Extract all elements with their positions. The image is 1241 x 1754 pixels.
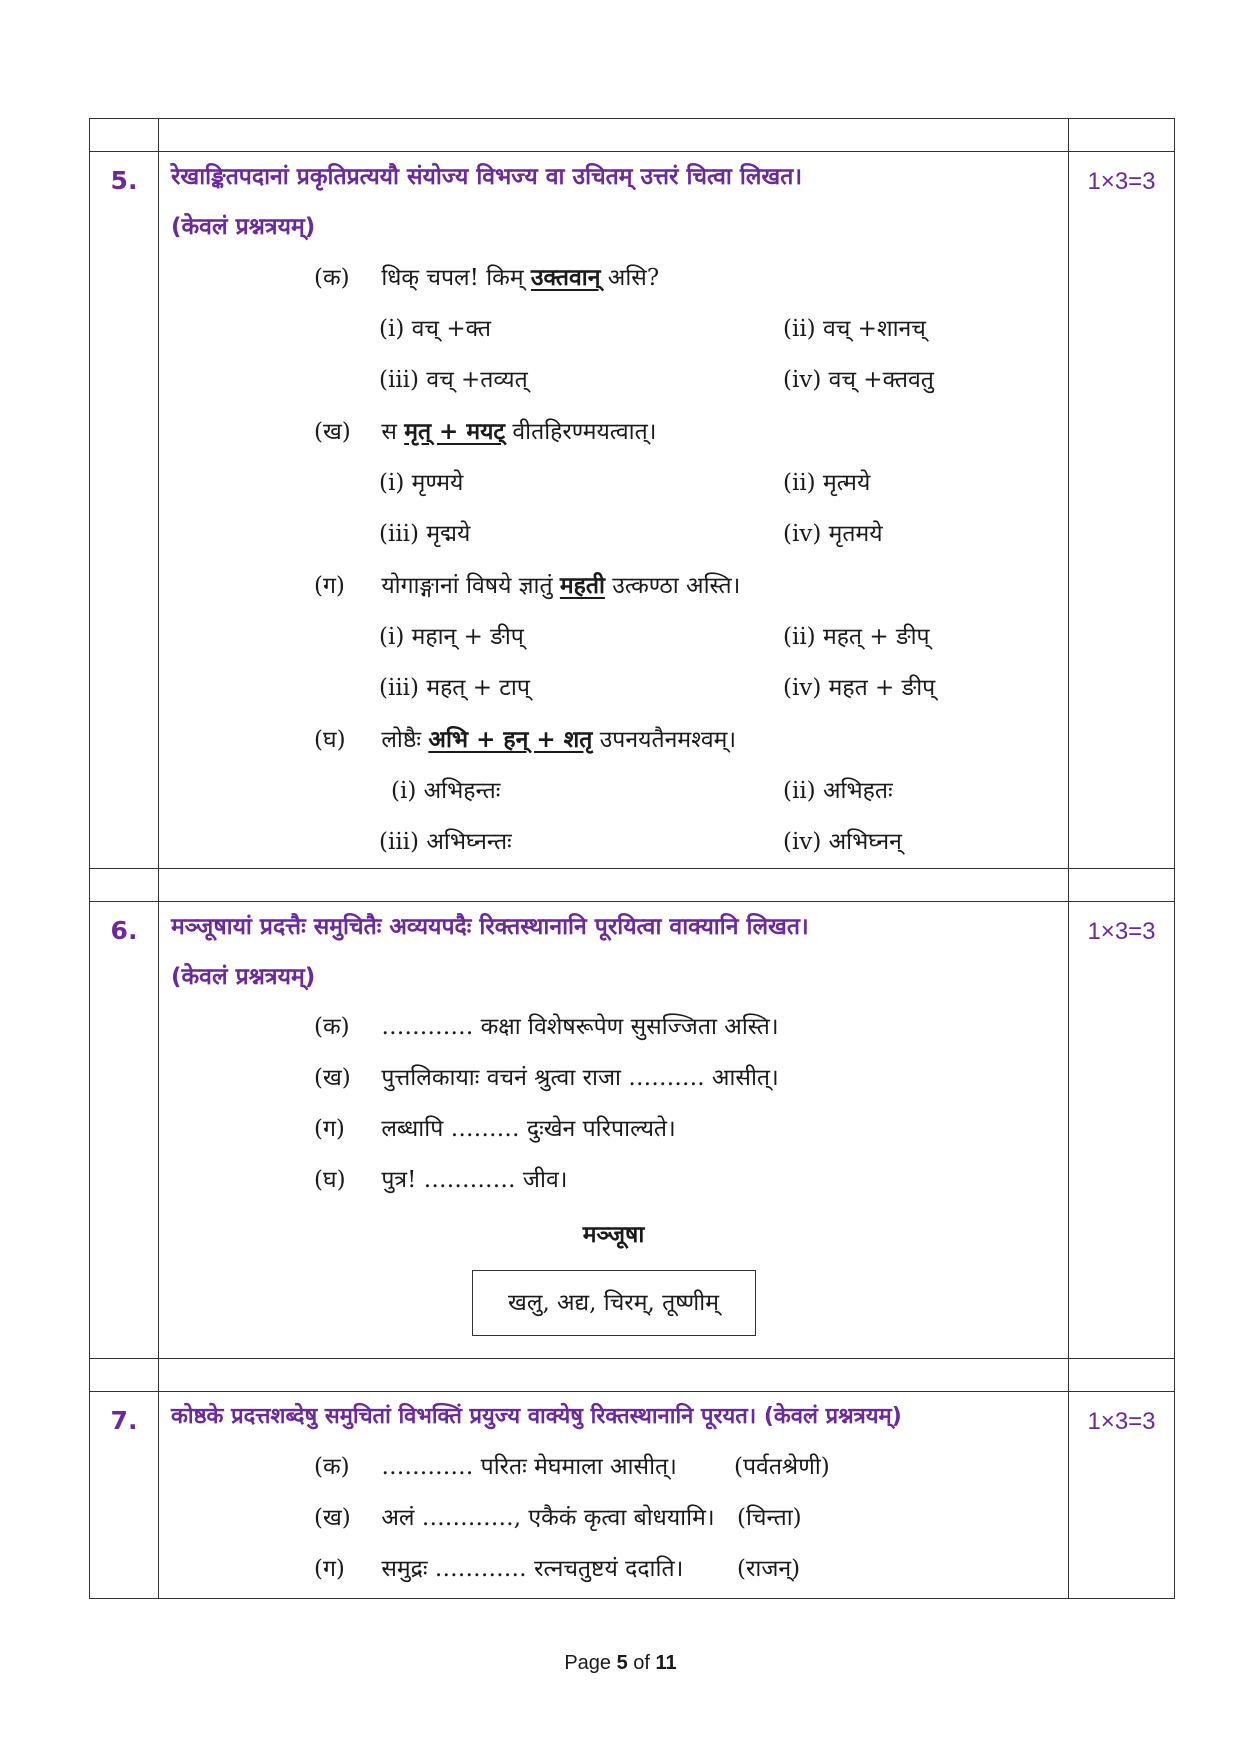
question-5-title: रेखाङ्कितपदानां प्रकृतिप्रत्ययौ संयोज्य विभज्य वा उचितम् उत्तरं चित्वा लिखत।: [171, 164, 803, 190]
question-7-marks: 1×3=3: [1069, 1392, 1175, 1599]
option: (i) अभिहन्तः: [391, 778, 501, 804]
q7-item-kha: (ख) अलं …………, एकैकं कृत्वा बोधयामि। (चिन्ता): [159, 1493, 1068, 1544]
manjusha-title: मञ्जूषा: [582, 1221, 645, 1248]
table-spacer-row: [90, 1359, 1175, 1392]
question-7-number: 7.: [90, 1392, 159, 1599]
hint-word: (राजन्): [737, 1556, 801, 1582]
q6-item-ka: (क) ………… कक्षा विशेषरूपेण सुसज्जिता अस्ति।: [314, 1014, 779, 1040]
q5-gha-options-row-2: [159, 817, 1068, 868]
q7-item-ga: (ग) समुद्रः ………… रत्नचतुष्टयं ददाति। (राजन्): [159, 1544, 1068, 1595]
option: (i) मृण्मये: [379, 470, 464, 496]
option: (iv) वच् +क्तवतु: [783, 367, 934, 393]
option: (iii) वच् +तव्यत्: [379, 367, 528, 393]
underlined-word: महती: [559, 572, 605, 599]
total-pages: 11: [655, 1652, 677, 1674]
q6-item-gha: (घ) पुत्र! ………… जीव।: [314, 1167, 568, 1193]
option: (iv) मृतमये: [783, 521, 883, 547]
option: (ii) अभिहतः: [783, 778, 893, 804]
question-5-subtitle: (केवलं प्रश्नत्रयम्): [171, 214, 316, 240]
question-6-body: [159, 902, 1069, 1359]
q5-item-kha: (ख) स मृत् + मयट् वीतहिरण्मयत्वात्।: [314, 418, 657, 445]
q5-kha-options-row-2: [159, 509, 1068, 560]
question-7-row: [90, 1392, 1175, 1599]
option: (iv) महत + ङीप्: [783, 675, 936, 701]
question-5-body: [159, 152, 1069, 869]
option: (iii) अभिघ्नन्तः: [379, 829, 512, 855]
question-7-body: [159, 1392, 1069, 1599]
q5-item-ka: (क) धिक् चपल! किम् उक्तवान् असि?: [314, 264, 660, 291]
q5-ga-options-row-1: [159, 612, 1068, 663]
q5-ka-options-row-1: [159, 304, 1068, 355]
table-spacer-row: [90, 119, 1175, 152]
hint-word: (चिन्ता): [737, 1505, 802, 1531]
question-5-row: [90, 152, 1175, 869]
question-table: [89, 118, 1175, 1599]
underlined-word: उक्तवान्: [530, 264, 601, 291]
option: (iv) अभिघ्नन्: [783, 829, 902, 855]
question-6-marks: 1×3=3: [1069, 902, 1175, 1359]
option: (ii) मृत्मये: [783, 470, 871, 496]
q6-item-ga: (ग) लब्धापि ……… दुःखेन परिपाल्यते।: [314, 1116, 676, 1142]
question-6-row: [90, 902, 1175, 1359]
question-6-subtitle: (केवलं प्रश्नत्रयम्): [171, 964, 316, 990]
page-footer: Page 5 of 11: [564, 1652, 677, 1674]
option: (iii) मृद्मये: [379, 521, 471, 547]
option: (ii) महत् + ङीप्: [783, 624, 930, 650]
question-6-number: 6.: [90, 902, 159, 1359]
option: (i) महान् + ङीप्: [379, 624, 524, 650]
q5-ga-options-row-2: [159, 663, 1068, 714]
manjusha-word-box: खलु, अद्य, चिरम्, तूष्णीम्: [472, 1270, 756, 1336]
q5-ka-options-row-2: [159, 355, 1068, 406]
q5-kha-options-row-1: [159, 458, 1068, 509]
current-page-number: 5: [616, 1652, 628, 1674]
table-spacer-row: [90, 869, 1175, 902]
q5-gha-options-row-1: [159, 766, 1068, 817]
question-6-title: मञ्जूषायां प्रदत्तैः समुचितैः अव्ययपदैः रिक्तस्थानानि पूरयित्वा वाक्यानि लिखत।: [171, 914, 809, 940]
option: (iii) महत् + टाप्: [379, 675, 530, 701]
question-7-title: कोष्ठके प्रदत्तशब्देषु समुचितां विभक्तिं प्रयुज्य वाक्येषु रिक्तस्थानानि पूरयत। (केवलं प्रश्नत्रयम्): [171, 1404, 902, 1429]
q6-item-kha: (ख) पुत्तलिकायाः वचनं श्रुत्वा राजा ………. आसीत्।: [314, 1065, 779, 1091]
underlined-word: अभि + हन् + शतृ: [428, 726, 593, 753]
question-5-number: 5.: [90, 152, 159, 869]
hint-word: (पर्वतश्रेणी): [734, 1454, 830, 1480]
question-5-marks: 1×3=3: [1069, 152, 1175, 869]
q5-item-gha: (घ) लोष्ठैः अभि + हन् + शतृ उपनयतैनमश्वम्।: [314, 726, 737, 753]
q5-item-ga: (ग) योगाङ्गानां विषये ज्ञातुं महती उत्कण्ठा अस्ति।: [314, 572, 741, 599]
underlined-word: मृत् + मयट्: [404, 418, 506, 445]
option: (ii) वच् +शानच्: [783, 316, 926, 342]
option: (i) वच् +क्त: [379, 316, 492, 342]
q7-item-ka: (क) ………… परितः मेघमाला आसीत्। (पर्वतश्रेणी): [159, 1442, 1068, 1493]
